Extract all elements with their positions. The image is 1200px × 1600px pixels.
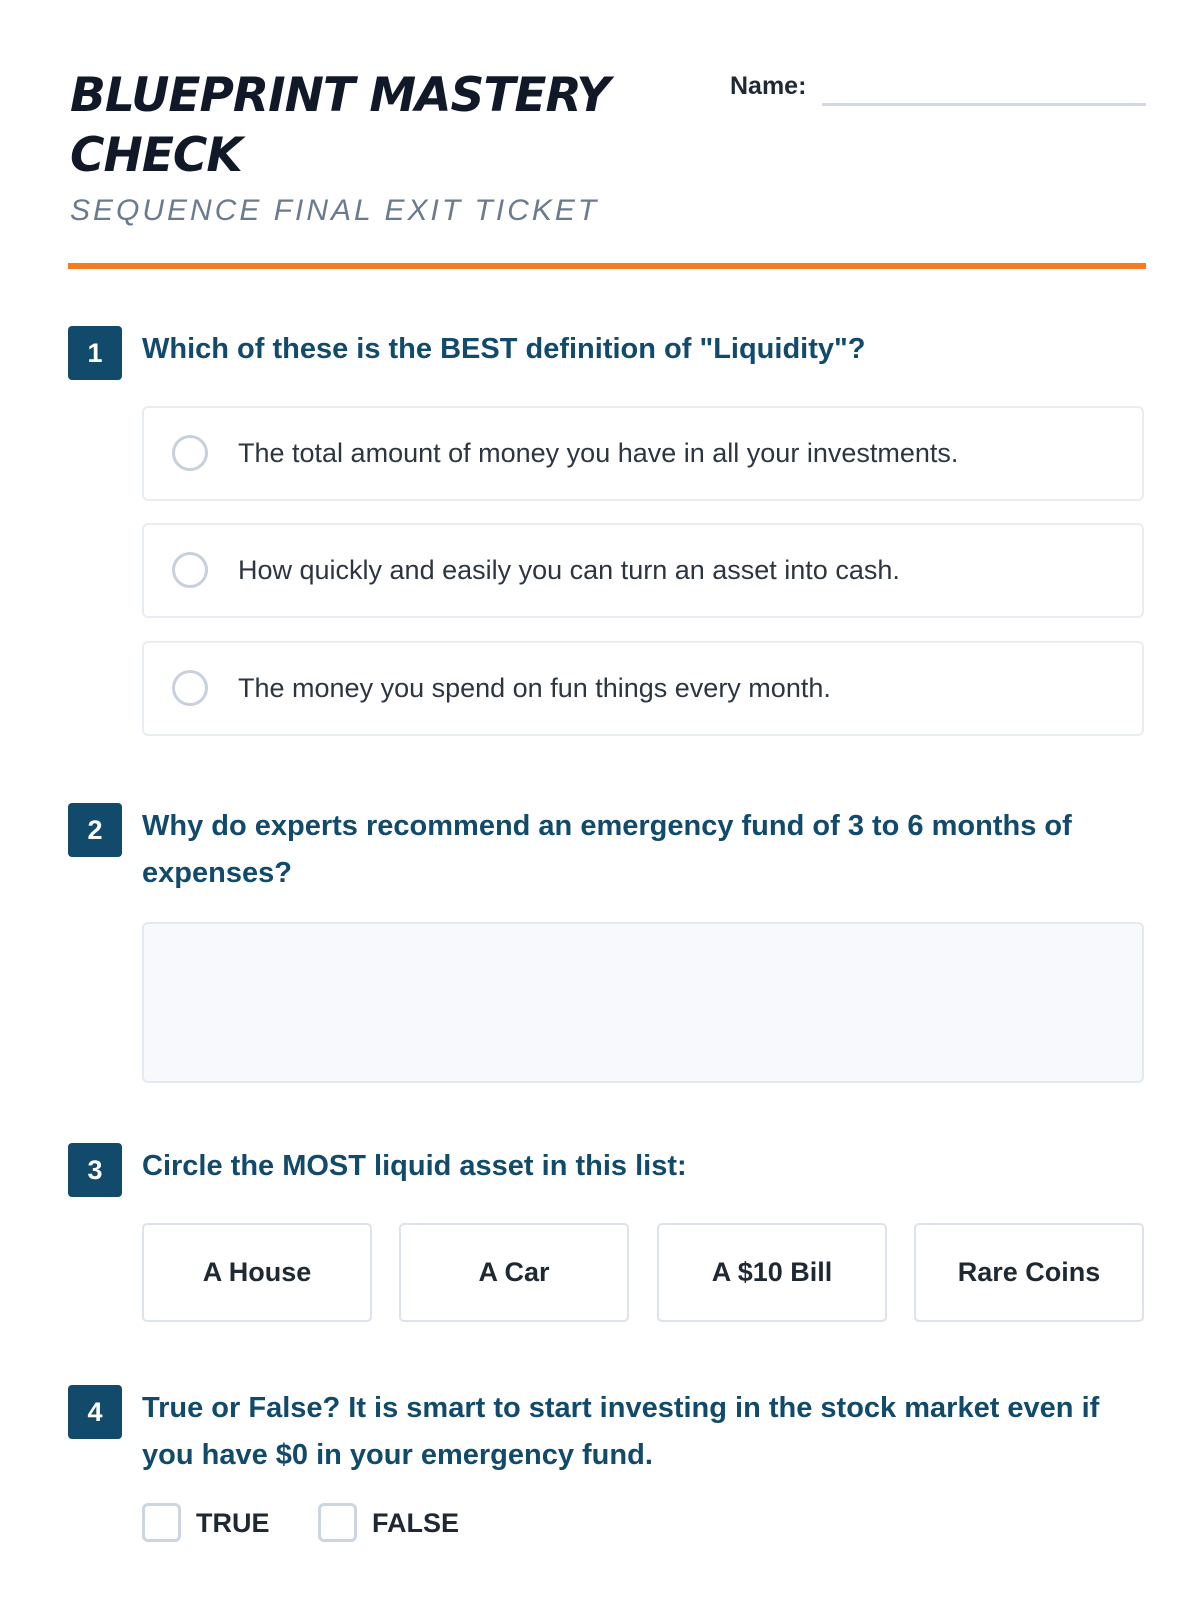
name-label: Name: (730, 72, 807, 100)
question-text: Which of these is the BEST definition of "Liquidity"? (142, 333, 866, 365)
question-text: Circle the MOST liquid asset in this list: (142, 1150, 687, 1182)
answer-option-a[interactable] (142, 406, 1144, 501)
question-number-badge: 1 (68, 326, 122, 380)
asset-choice-coins[interactable]: Rare Coins (914, 1223, 1144, 1322)
exit-ticket-page (68, 0, 1146, 1538)
answer-option-c[interactable] (142, 641, 1144, 736)
true-option[interactable] (142, 1503, 282, 1543)
question-number-badge: 2 (68, 803, 122, 857)
radio-button[interactable] (172, 670, 208, 706)
name-input-line[interactable] (822, 103, 1146, 106)
asset-choice-house[interactable]: A House (142, 1223, 372, 1322)
true-label: TRUE (196, 1508, 270, 1538)
question-text: Why do experts recommend an emergency fund of 3 to 6 months of expenses? (142, 810, 1072, 889)
checkbox[interactable] (318, 1503, 357, 1542)
checkbox[interactable] (142, 1503, 181, 1542)
written-answer-box[interactable] (142, 922, 1144, 1083)
false-label: FALSE (372, 1508, 460, 1538)
question-text: True or False? It is smart to start investing in the stock market even if you have $0 in your emergency fund. (142, 1392, 1100, 1471)
option-label: How quickly and easily you can turn an asset into cash. (238, 555, 900, 585)
name-field[interactable] (730, 70, 1146, 110)
question-number-badge: 4 (68, 1385, 122, 1439)
option-label: The total amount of money you have in all your investments. (238, 438, 959, 468)
asset-choice-car[interactable]: A Car (399, 1223, 629, 1322)
worksheet-header (68, 0, 1146, 270)
asset-choice-bill[interactable]: A $10 Bill (657, 1223, 887, 1322)
radio-button[interactable] (172, 435, 208, 471)
header-divider (68, 263, 1146, 269)
false-option[interactable] (318, 1503, 478, 1543)
worksheet-title: BLUEPRINT MASTERY CHECK (70, 68, 610, 183)
worksheet-subtitle: SEQUENCE FINAL EXIT TICKET (70, 194, 600, 227)
option-label: The money you spend on fun things every month. (238, 673, 831, 703)
radio-button[interactable] (172, 552, 208, 588)
question-number-badge: 3 (68, 1143, 122, 1197)
answer-option-b[interactable] (142, 523, 1144, 618)
